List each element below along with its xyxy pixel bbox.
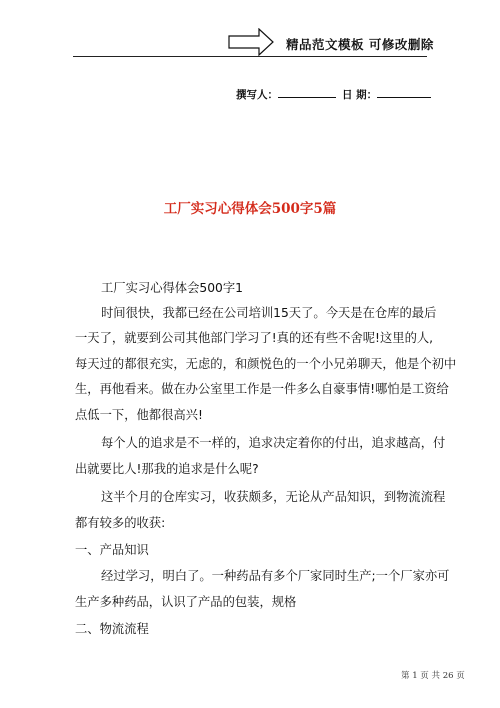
section-subtitle: 工厂实习心得体会500字1 [101, 281, 243, 295]
page-number: 第 1 页 共 26 页 [401, 671, 465, 681]
date-blank [377, 87, 431, 98]
paragraph-line: 这半个月的仓库实习，收获颇多，无论从产品知识，到物流流程 [101, 490, 446, 504]
date-label: 日 期： [342, 89, 378, 101]
paragraph-line: 一天了，就要到公司其他部门学习了!真的还有些不舍呢!这里的人, [75, 331, 434, 345]
paragraph-line: 经过学习，明白了。一种药品有多个厂家同时生产;一个厂家亦可 [101, 569, 450, 583]
paragraph-line: 生产多种药品，认识了产品的包装，规格 [75, 595, 297, 609]
author-blank [278, 87, 336, 98]
paragraph-line: 点低一下，他都很高兴! [75, 408, 203, 422]
paragraph-line: 都有较多的收获: [75, 516, 166, 530]
paragraph-line: 生，再他看来。做在办公室里工作是一件多么自豪事情!哪怕是工资给 [75, 382, 449, 396]
paragraph-line: 每个人的追求是不一样的，追求决定着你的付出，追求越高，付 [101, 436, 446, 450]
paragraph-line: 每天过的都很充实，无虑的，和颜悦色的一个小兄弟聊天，他是个初中 [75, 357, 457, 371]
document-title: 工厂实习心得体会500字5篇 [163, 201, 337, 217]
section-heading: 一、产品知识 [75, 543, 149, 557]
paragraph-line: 出就要比人!那我的追求是什么呢? [75, 462, 259, 476]
arrow-right-icon [228, 28, 274, 56]
paragraph-line: 时间很快，我都已经在公司培训15天了。今天是在仓库的最后 [101, 306, 437, 320]
header-label: 精品范文模板 可修改删除 [286, 37, 434, 52]
section-heading: 二、物流流程 [75, 622, 149, 636]
header-divider [73, 56, 427, 57]
author-label: 撰写人： [236, 89, 278, 101]
author-date-line [236, 87, 431, 102]
